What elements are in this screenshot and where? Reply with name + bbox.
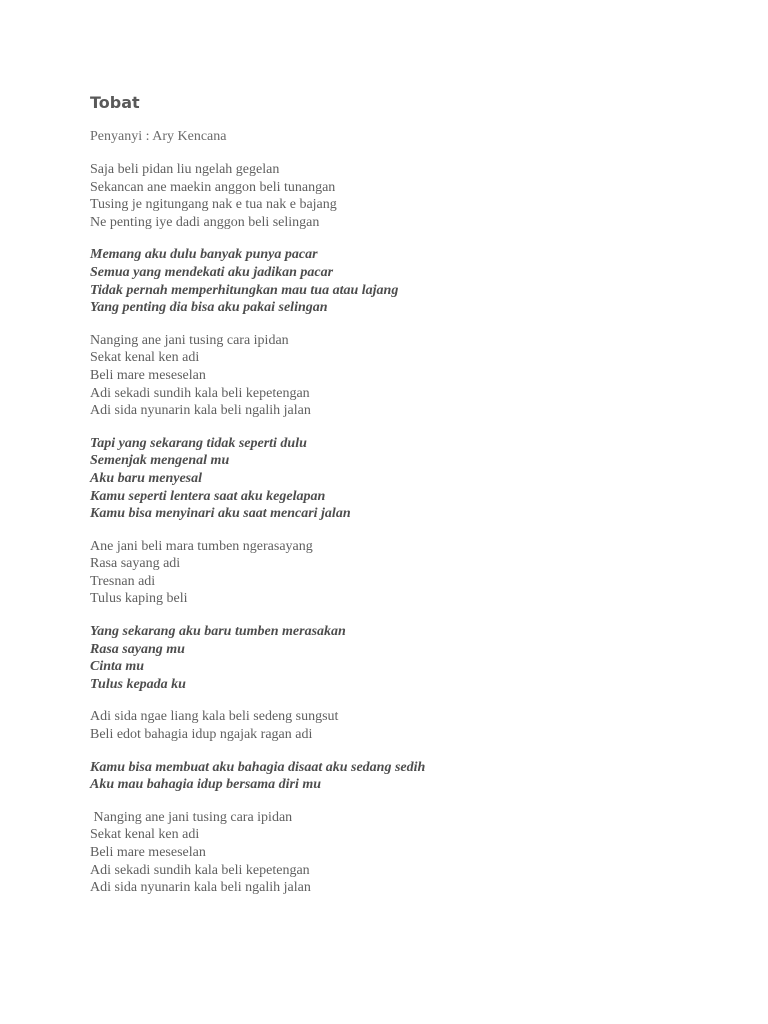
lyric-line: Kamu bisa menyinari aku saat mencari jalan	[90, 506, 351, 522]
lyric-line: Sekat kenal ken adi	[90, 350, 200, 366]
lyric-line: Adi sekadi sundih kala beli kepetengan	[90, 385, 310, 401]
lyric-stanza	[90, 708, 730, 743]
lyric-line: Rasa sayang mu	[90, 641, 185, 657]
lyric-line: Rasa sayang adi	[90, 556, 181, 572]
lyric-line: Yang sekarang aku baru tumben merasakan	[90, 624, 346, 640]
translation-stanza	[90, 759, 730, 794]
lyric-line: Kamu bisa membuat aku bahagia disaat aku sedang sedih	[90, 759, 426, 775]
lyric-line: Tapi yang sekarang tidak seperti dulu	[90, 435, 307, 451]
lyric-line: Tulus kaping beli	[90, 591, 188, 607]
translation-stanza	[90, 246, 730, 316]
lyric-line: Tresnan adi	[90, 573, 156, 589]
lyric-line: Kamu seperti lentera saat aku kegelapan	[90, 488, 326, 504]
lyric-line: Adi sida ngae liang kala beli sedeng sungsut	[90, 709, 339, 725]
lyric-line: Nanging ane jani tusing cara ipidan	[90, 809, 293, 825]
lyric-line: Sekancan ane maekin anggon beli tunangan	[90, 179, 336, 195]
lyric-line: Tulus kepada ku	[90, 676, 186, 692]
lyric-line: Yang penting dia bisa aku pakai selingan	[90, 300, 328, 316]
lyric-line: Beli mare meseselan	[90, 367, 206, 383]
lyric-line: Semua yang mendekati aku jadikan pacar	[90, 264, 334, 280]
stanza-list	[90, 161, 730, 897]
lyric-line: Tidak pernah memperhitungkan mau tua atau lajang	[90, 282, 399, 298]
lyric-stanza	[90, 332, 730, 420]
singer-credit: Penyanyi : Ary Kencana	[90, 129, 227, 144]
lyric-line: Adi sida nyunarin kala beli ngalih jalan	[90, 880, 311, 896]
lyric-line: Aku mau bahagia idup bersama diri mu	[90, 777, 322, 793]
translation-stanza	[90, 623, 730, 693]
translation-stanza	[90, 435, 730, 523]
lyric-line: Ane jani beli mara tumben ngerasayang	[90, 538, 313, 554]
lyric-line: Adi sekadi sundih kala beli kepetengan	[90, 862, 310, 878]
lyric-line: Saja beli pidan liu ngelah gegelan	[90, 162, 280, 177]
lyric-stanza	[90, 809, 730, 897]
lyric-line: Semenjak mengenal mu	[90, 453, 230, 469]
lyric-line: Sekat kenal ken adi	[90, 827, 200, 843]
song-title: Tobat	[90, 93, 140, 112]
lyric-line: Memang aku dulu banyak punya pacar	[90, 247, 318, 263]
lyric-line: Tusing je ngitungang nak e tua nak e bajang	[90, 197, 337, 213]
lyrics-document	[90, 92, 730, 912]
lyric-stanza	[90, 161, 730, 231]
lyric-line: Ne penting iye dadi anggon beli selingan	[90, 214, 320, 230]
lyric-line: Beli edot bahagia idup ngajak ragan adi	[90, 727, 313, 743]
lyric-line: Cinta mu	[90, 659, 145, 675]
lyric-line: Beli mare meseselan	[90, 845, 206, 860]
lyric-stanza	[90, 538, 730, 608]
lyric-line: Aku baru menyesal	[90, 470, 203, 486]
lyric-line: Nanging ane jani tusing cara ipidan	[90, 332, 289, 348]
lyric-line: Adi sida nyunarin kala beli ngalih jalan	[90, 403, 311, 419]
